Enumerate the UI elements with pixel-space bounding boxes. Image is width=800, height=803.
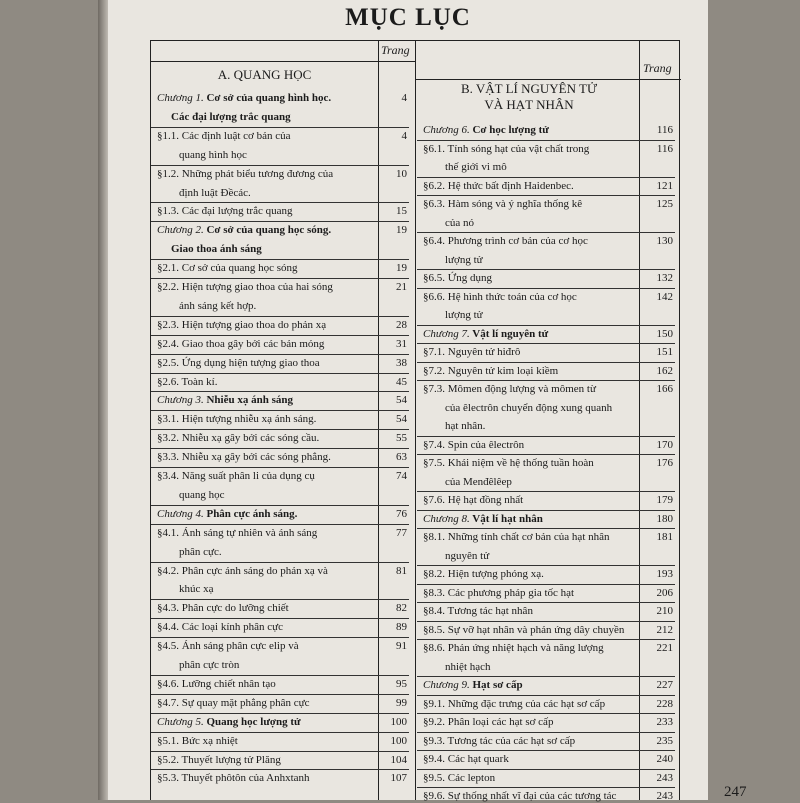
toc-entry-row (423, 179, 673, 193)
toc-page-number: 76 (396, 507, 407, 520)
toc-page-number: 77 (396, 526, 407, 539)
row-separator (417, 713, 675, 714)
toc-entry-text: §6.2. Hệ thức bất định Haidenbec. (423, 179, 574, 192)
toc-entry-row (157, 734, 407, 748)
toc-chapter-row (157, 110, 407, 124)
toc-entry-row (157, 375, 407, 389)
toc-entry-row (157, 639, 407, 653)
toc-entry-row (157, 299, 407, 313)
toc-entry-text: §8.4. Tương tác hạt nhân (423, 605, 533, 617)
toc-entry-text: của Menđêlêep (445, 475, 512, 488)
toc-page-number: 206 (656, 586, 673, 599)
row-separator (151, 448, 409, 449)
toc-page-number: 4 (401, 129, 407, 142)
toc-entry-text: quang hình học (179, 148, 247, 161)
toc-page-number: 121 (656, 179, 673, 192)
toc-page-number: 227 (656, 679, 673, 691)
toc-entry-row (157, 167, 407, 181)
section-b-heading-line1: B. VẬT LÍ NGUYÊN TỬ (460, 81, 598, 96)
toc-page-number: 81 (396, 564, 407, 577)
toc-entry-text: §4.2. Phân cực ánh sáng do phản xạ và (157, 564, 328, 577)
row-separator (417, 584, 675, 585)
toc-page-number: 38 (396, 356, 407, 369)
toc-entry-text: §6.6. Hệ hình thức toán của cơ học (423, 290, 577, 303)
toc-page-number: 54 (396, 413, 407, 426)
row-separator (151, 316, 409, 317)
toc-page-number: 176 (656, 457, 673, 469)
row-separator (417, 750, 675, 751)
toc-page-number: 19 (396, 224, 407, 237)
toc-entry-text: của êlectrôn chuyển động xung quanh (445, 401, 613, 414)
row-separator (151, 278, 409, 279)
row-separator (151, 127, 409, 128)
toc-entry-text: phân cực. (179, 545, 222, 558)
row-separator (151, 467, 409, 468)
toc-chapter-row (423, 678, 673, 692)
row-separator (151, 637, 409, 638)
row-separator (151, 335, 409, 336)
row-separator (151, 751, 409, 752)
toc-entry-text: §6.1. Tính sóng hạt của vật chất trong (423, 142, 590, 155)
toc-entry-row (157, 469, 407, 483)
toc-entry-text: §4.6. Lưỡng chiết nhân tạo (157, 677, 276, 690)
toc-entry-row (157, 412, 407, 426)
toc-page-number: 210 (656, 605, 673, 617)
toc-page-number: 15 (396, 205, 407, 218)
toc-entry-text: §7.6. Hệ hạt đồng nhất (423, 494, 524, 506)
toc-entry-row (423, 234, 673, 248)
page-title: MỤC LỤC (345, 4, 471, 31)
toc-entry-row (157, 564, 407, 578)
toc-entry-text: §4.7. Sự quay mặt phẳng phân cực (157, 696, 310, 709)
toc-entry-row (157, 450, 407, 464)
section-b-heading-line2: VÀ HẠT NHÂN (484, 97, 574, 112)
toc-entry-row (157, 280, 407, 294)
row-separator (417, 380, 675, 381)
toc-entry-text: §9.1. Những đặc trưng của các hạt sơ cấp (423, 697, 606, 710)
row-separator (151, 410, 409, 411)
toc-entry-row (423, 271, 673, 285)
toc-page-number: 55 (396, 432, 407, 445)
toc-entry-row (157, 753, 407, 767)
toc-entry-row (423, 160, 673, 174)
toc-entry-row (157, 148, 407, 162)
toc-entry-text: §5.3. Thuyết phôtôn của Anhxtanh (157, 772, 310, 785)
toc-entry-row (157, 318, 407, 332)
toc-entry-text: §3.3. Nhiễu xạ gây bởi các sóng phẳng. (157, 451, 331, 464)
row-separator (151, 562, 409, 563)
toc-entry-row (423, 419, 673, 433)
toc-page-number: 10 (396, 167, 407, 180)
toc-entry-text: Chương 9. Hạt sơ cấp (423, 679, 523, 691)
toc-entry-text: §2.4. Giao thoa gây bởi các bản mỏng (157, 337, 325, 350)
toc-page-number: 142 (656, 290, 673, 303)
row-separator (417, 602, 675, 603)
row-separator (151, 732, 409, 733)
toc-entry-row (423, 604, 673, 618)
toc-table (150, 40, 680, 800)
toc-entry-text: §2.2. Hiện tượng giao thoa của hai sóng (157, 281, 333, 293)
toc-entry-row (423, 142, 673, 156)
toc-entry-text: nhiệt hạch (445, 660, 491, 673)
toc-chapter-row (157, 242, 407, 256)
toc-page-number: 151 (656, 346, 673, 358)
toc-entry-row (423, 641, 673, 655)
toc-entry-row (157, 431, 407, 445)
toc-page-number: 89 (396, 621, 407, 634)
toc-entry-row (423, 216, 673, 230)
toc-entry-row (157, 356, 407, 370)
toc-entry-row (157, 526, 407, 540)
toc-entry-row (423, 530, 673, 544)
toc-page-number: 132 (656, 272, 673, 284)
row-separator (417, 140, 675, 141)
toc-page-number: 212 (656, 623, 673, 636)
row-separator (417, 436, 675, 437)
toc-page-number: 116 (656, 124, 673, 136)
toc-page-number: 63 (396, 451, 407, 464)
toc-entry-text: thế giới vi mô (445, 161, 507, 173)
toc-entry-row (423, 475, 673, 489)
toc-entry-text: §7.1. Nguyên tử hiđrô (423, 346, 521, 358)
toc-entry-row (157, 601, 407, 615)
row-separator (417, 732, 675, 733)
row-separator (417, 288, 675, 289)
toc-entry-text: §1.1. Các định luật cơ bản của (157, 129, 291, 142)
toc-entry-row (423, 493, 673, 507)
toc-page-number: 181 (656, 531, 673, 543)
toc-entry-text: Chương 6. Cơ học lượng tử (423, 124, 549, 136)
toc-page-number: 193 (656, 568, 673, 580)
toc-page-number: 243 (656, 790, 673, 802)
toc-entry-text: §3.2. Nhiễu xạ gây bởi các sóng cầu. (157, 432, 320, 445)
row-separator (151, 259, 409, 260)
toc-page-number: 116 (656, 142, 673, 155)
toc-entry-row (423, 623, 673, 637)
toc-entry-text: §2.5. Ứng dụng hiện tượng giao thoa (157, 356, 320, 369)
toc-entry-row (423, 345, 673, 359)
toc-entry-text: §9.2. Phân loại các hạt sơ cấp (423, 716, 554, 728)
toc-entry-row (423, 401, 673, 415)
toc-entry-text: §2.3. Hiện tượng giao thoa do phản xạ (157, 318, 327, 331)
toc-entry-text: §3.1. Hiện tượng nhiễu xạ ánh sáng. (157, 413, 317, 426)
row-separator (417, 269, 675, 270)
toc-entry-row (423, 660, 673, 674)
toc-entry-row (157, 337, 407, 351)
toc-entry-row (157, 696, 407, 710)
row-separator (151, 769, 409, 770)
toc-entry-text: Các đại lượng trắc quang (171, 110, 291, 123)
toc-entry-text: lượng tử (445, 309, 483, 321)
toc-page-number: 162 (656, 364, 673, 377)
toc-entry-text: phân cực tròn (179, 659, 240, 671)
right-page-header: Trang (643, 61, 672, 75)
row-separator (151, 354, 409, 355)
row-separator (417, 695, 675, 696)
toc-chapter-row (423, 512, 673, 526)
toc-page-number: 74 (396, 470, 407, 482)
toc-entry-row (423, 549, 673, 563)
toc-entry-text: §6.3. Hàm sóng và ý nghĩa thống kê (423, 198, 583, 210)
toc-page-number: 243 (656, 771, 673, 784)
toc-page-number: 99 (396, 696, 407, 709)
row-separator (151, 713, 409, 714)
page-number: 247 (724, 784, 747, 800)
toc-entry-text: Giao thoa ánh sáng (171, 243, 262, 256)
toc-page-number: 95 (396, 677, 407, 690)
row-separator (151, 694, 409, 695)
row-separator (151, 429, 409, 430)
row-separator (417, 787, 675, 788)
toc-entry-text: của nó (445, 216, 475, 229)
row-separator (417, 454, 675, 455)
row-separator (417, 510, 675, 511)
toc-entry-text: Chương 8. Vật lí hạt nhân (423, 512, 543, 525)
toc-entry-text: §4.4. Các loại kính phân cực (157, 621, 284, 634)
row-separator (417, 621, 675, 622)
toc-entry-row (157, 204, 407, 218)
toc-entry-text: Chương 3. Nhiễu xạ ánh sáng (157, 394, 293, 407)
toc-entry-row (157, 129, 407, 143)
row-separator (417, 195, 675, 196)
row-separator (417, 639, 675, 640)
toc-entry-text: Chương 1. Cơ sở của quang hình học. (157, 92, 332, 104)
row-separator (151, 599, 409, 600)
toc-page-number: 45 (396, 375, 407, 388)
toc-entry-text: §5.2. Thuyết lượng tử Plăng (157, 753, 281, 766)
toc-entry-row (423, 734, 673, 748)
toc-entry-text: §7.4. Spin của êlectrôn (423, 438, 525, 451)
row-separator (151, 524, 409, 525)
section-a-heading: A. QUANG HỌC (217, 67, 312, 82)
toc-entry-row (423, 697, 673, 711)
toc-page-number: 235 (656, 734, 673, 747)
toc-entry-text: Chương 2. Cơ sở của quang học sóng. (157, 224, 332, 237)
toc-entry-text: §2.6. Toàn kí. (157, 375, 218, 388)
toc-page-number: 100 (390, 715, 407, 728)
row-separator (417, 232, 675, 233)
toc-page-number: 179 (656, 494, 673, 506)
toc-entry-row (157, 771, 407, 785)
toc-entry-text: §6.5. Ứng dụng (423, 272, 493, 284)
toc-page-number: 233 (656, 716, 673, 728)
toc-entry-text: §6.4. Phương trình cơ bản của cơ học (423, 235, 588, 247)
toc-entry-row (423, 715, 673, 729)
row-separator (151, 373, 409, 374)
row-separator (151, 202, 409, 203)
toc-page-number: 166 (656, 383, 673, 395)
toc-entry-row (157, 488, 407, 502)
toc-entry-row (157, 186, 407, 200)
toc-entry-text: nguyên tử (445, 549, 490, 562)
toc-entry-row (157, 582, 407, 596)
row-separator (417, 769, 675, 770)
toc-page-number: 107 (390, 772, 407, 785)
toc-entry-row (423, 752, 673, 766)
toc-page-number: 82 (396, 602, 407, 615)
toc-entry-text: §9.3. Tương tác của các hạt sơ cấp (423, 734, 576, 747)
toc-entry-row (157, 677, 407, 691)
toc-entry-row (423, 789, 673, 803)
row-separator (417, 528, 675, 529)
row-separator (417, 177, 675, 178)
toc-chapter-row (423, 327, 673, 341)
toc-entry-row (423, 438, 673, 452)
toc-page-number: 170 (656, 438, 673, 451)
toc-page-number: 221 (656, 642, 673, 654)
toc-entry-text: §1.2. Những phát biểu tương đương của (157, 167, 334, 180)
center-divider (415, 41, 416, 800)
toc-chapter-row (157, 223, 407, 237)
toc-page-number: 100 (390, 734, 407, 747)
toc-page-number: 130 (656, 235, 673, 247)
toc-entry-text: §9.4. Các hạt quark (423, 753, 509, 765)
toc-page-number: 91 (396, 640, 407, 653)
toc-entry-text: ánh sáng kết hợp. (179, 299, 257, 312)
toc-entry-row (423, 586, 673, 600)
row-separator (151, 675, 409, 676)
toc-entry-text: §7.5. Khái niệm về hệ thống tuần hoàn (423, 457, 594, 469)
toc-entry-row (423, 197, 673, 211)
toc-entry-row (423, 253, 673, 267)
toc-entry-row (423, 308, 673, 322)
toc-page-number: 28 (396, 318, 407, 331)
toc-chapter-row (157, 91, 407, 105)
toc-entry-text: khúc xạ (179, 583, 214, 596)
toc-entry-row (423, 567, 673, 581)
toc-entry-text: §8.5. Sự vỡ hạt nhân và phản ứng dây chuyền (423, 623, 625, 636)
row-separator (417, 362, 675, 363)
toc-entry-text: §8.3. Các phương pháp gia tốc hạt (423, 586, 575, 599)
toc-entry-text: Chương 5. Quang học lượng tử (157, 715, 301, 728)
row-separator (151, 618, 409, 619)
row-separator (417, 343, 675, 344)
toc-chapter-row (157, 715, 407, 729)
toc-entry-row (423, 382, 673, 396)
toc-entry-text: §4.3. Phân cực do lưỡng chiết (157, 602, 289, 615)
toc-entry-text: §8.1. Những tính chất cơ bản của hạt nhân (423, 531, 610, 543)
toc-entry-text: §4.5. Ánh sáng phân cực elip và (157, 640, 299, 653)
toc-entry-text: §5.1. Bức xạ nhiệt (157, 734, 238, 747)
toc-chapter-row (157, 393, 407, 407)
toc-entry-text: Chương 7. Vật lí nguyên tử (423, 327, 549, 340)
toc-entry-text: §1.3. Các đại lượng trắc quang (157, 205, 293, 218)
right-header-line (415, 79, 681, 80)
toc-page-number: 21 (396, 281, 407, 293)
toc-entry-text: §8.2. Hiện tượng phóng xạ. (423, 568, 544, 580)
toc-page-number: 31 (396, 337, 407, 350)
row-separator (417, 491, 675, 492)
toc-entry-row (157, 658, 407, 672)
toc-entry-text: §9.5. Các lepton (423, 771, 496, 784)
toc-entry-row (423, 771, 673, 785)
toc-chapter-row (157, 507, 407, 521)
toc-page-number: 125 (656, 198, 673, 210)
toc-entry-text: Chương 4. Phân cực ánh sáng. (157, 507, 298, 520)
toc-entry-row (423, 456, 673, 470)
toc-entry-text: §7.3. Mômen động lượng và mômen từ (423, 383, 596, 395)
row-separator (417, 325, 675, 326)
toc-entry-text: §9.6. Sự thống nhất vĩ đại của các tương tác (423, 790, 617, 802)
toc-page-number: 150 (656, 327, 673, 340)
toc-entry-text: §3.4. Năng suất phân li của dụng cụ (157, 470, 315, 482)
toc-entry-text: §2.1. Cơ sở của quang học sóng (157, 262, 298, 275)
toc-page-number: 104 (390, 753, 407, 766)
toc-entry-row (157, 545, 407, 559)
toc-page-number: 19 (396, 262, 407, 275)
toc-entry-row (423, 290, 673, 304)
toc-entry-text: định luật Đềcác. (179, 186, 251, 199)
row-separator (151, 505, 409, 506)
row-separator (417, 565, 675, 566)
toc-entry-row (423, 364, 673, 378)
toc-page-number: 4 (401, 92, 407, 104)
toc-entry-text: lượng tử (445, 253, 483, 266)
toc-page-number: 228 (656, 697, 673, 710)
toc-page-number: 54 (396, 394, 407, 407)
row-separator (151, 391, 409, 392)
toc-entry-text: §4.1. Ánh sáng tự nhiên và ánh sáng (157, 526, 318, 539)
toc-page-number: 240 (656, 753, 673, 765)
toc-entry-text: quang học (179, 488, 225, 501)
row-separator (417, 676, 675, 677)
row-separator (151, 221, 409, 222)
toc-entry-text: §8.6. Phản ứng nhiệt hạch và năng lượng (423, 642, 604, 654)
toc-chapter-row (423, 123, 673, 137)
left-page-header: Trang (381, 43, 410, 57)
left-header-line (151, 61, 415, 62)
toc-entry-row (157, 261, 407, 275)
toc-entry-text: §7.2. Nguyên tử kim loại kiềm (423, 364, 559, 377)
toc-entry-text: hạt nhân. (445, 420, 486, 432)
toc-page-number: 180 (656, 512, 673, 525)
toc-entry-row (157, 620, 407, 634)
row-separator (151, 165, 409, 166)
